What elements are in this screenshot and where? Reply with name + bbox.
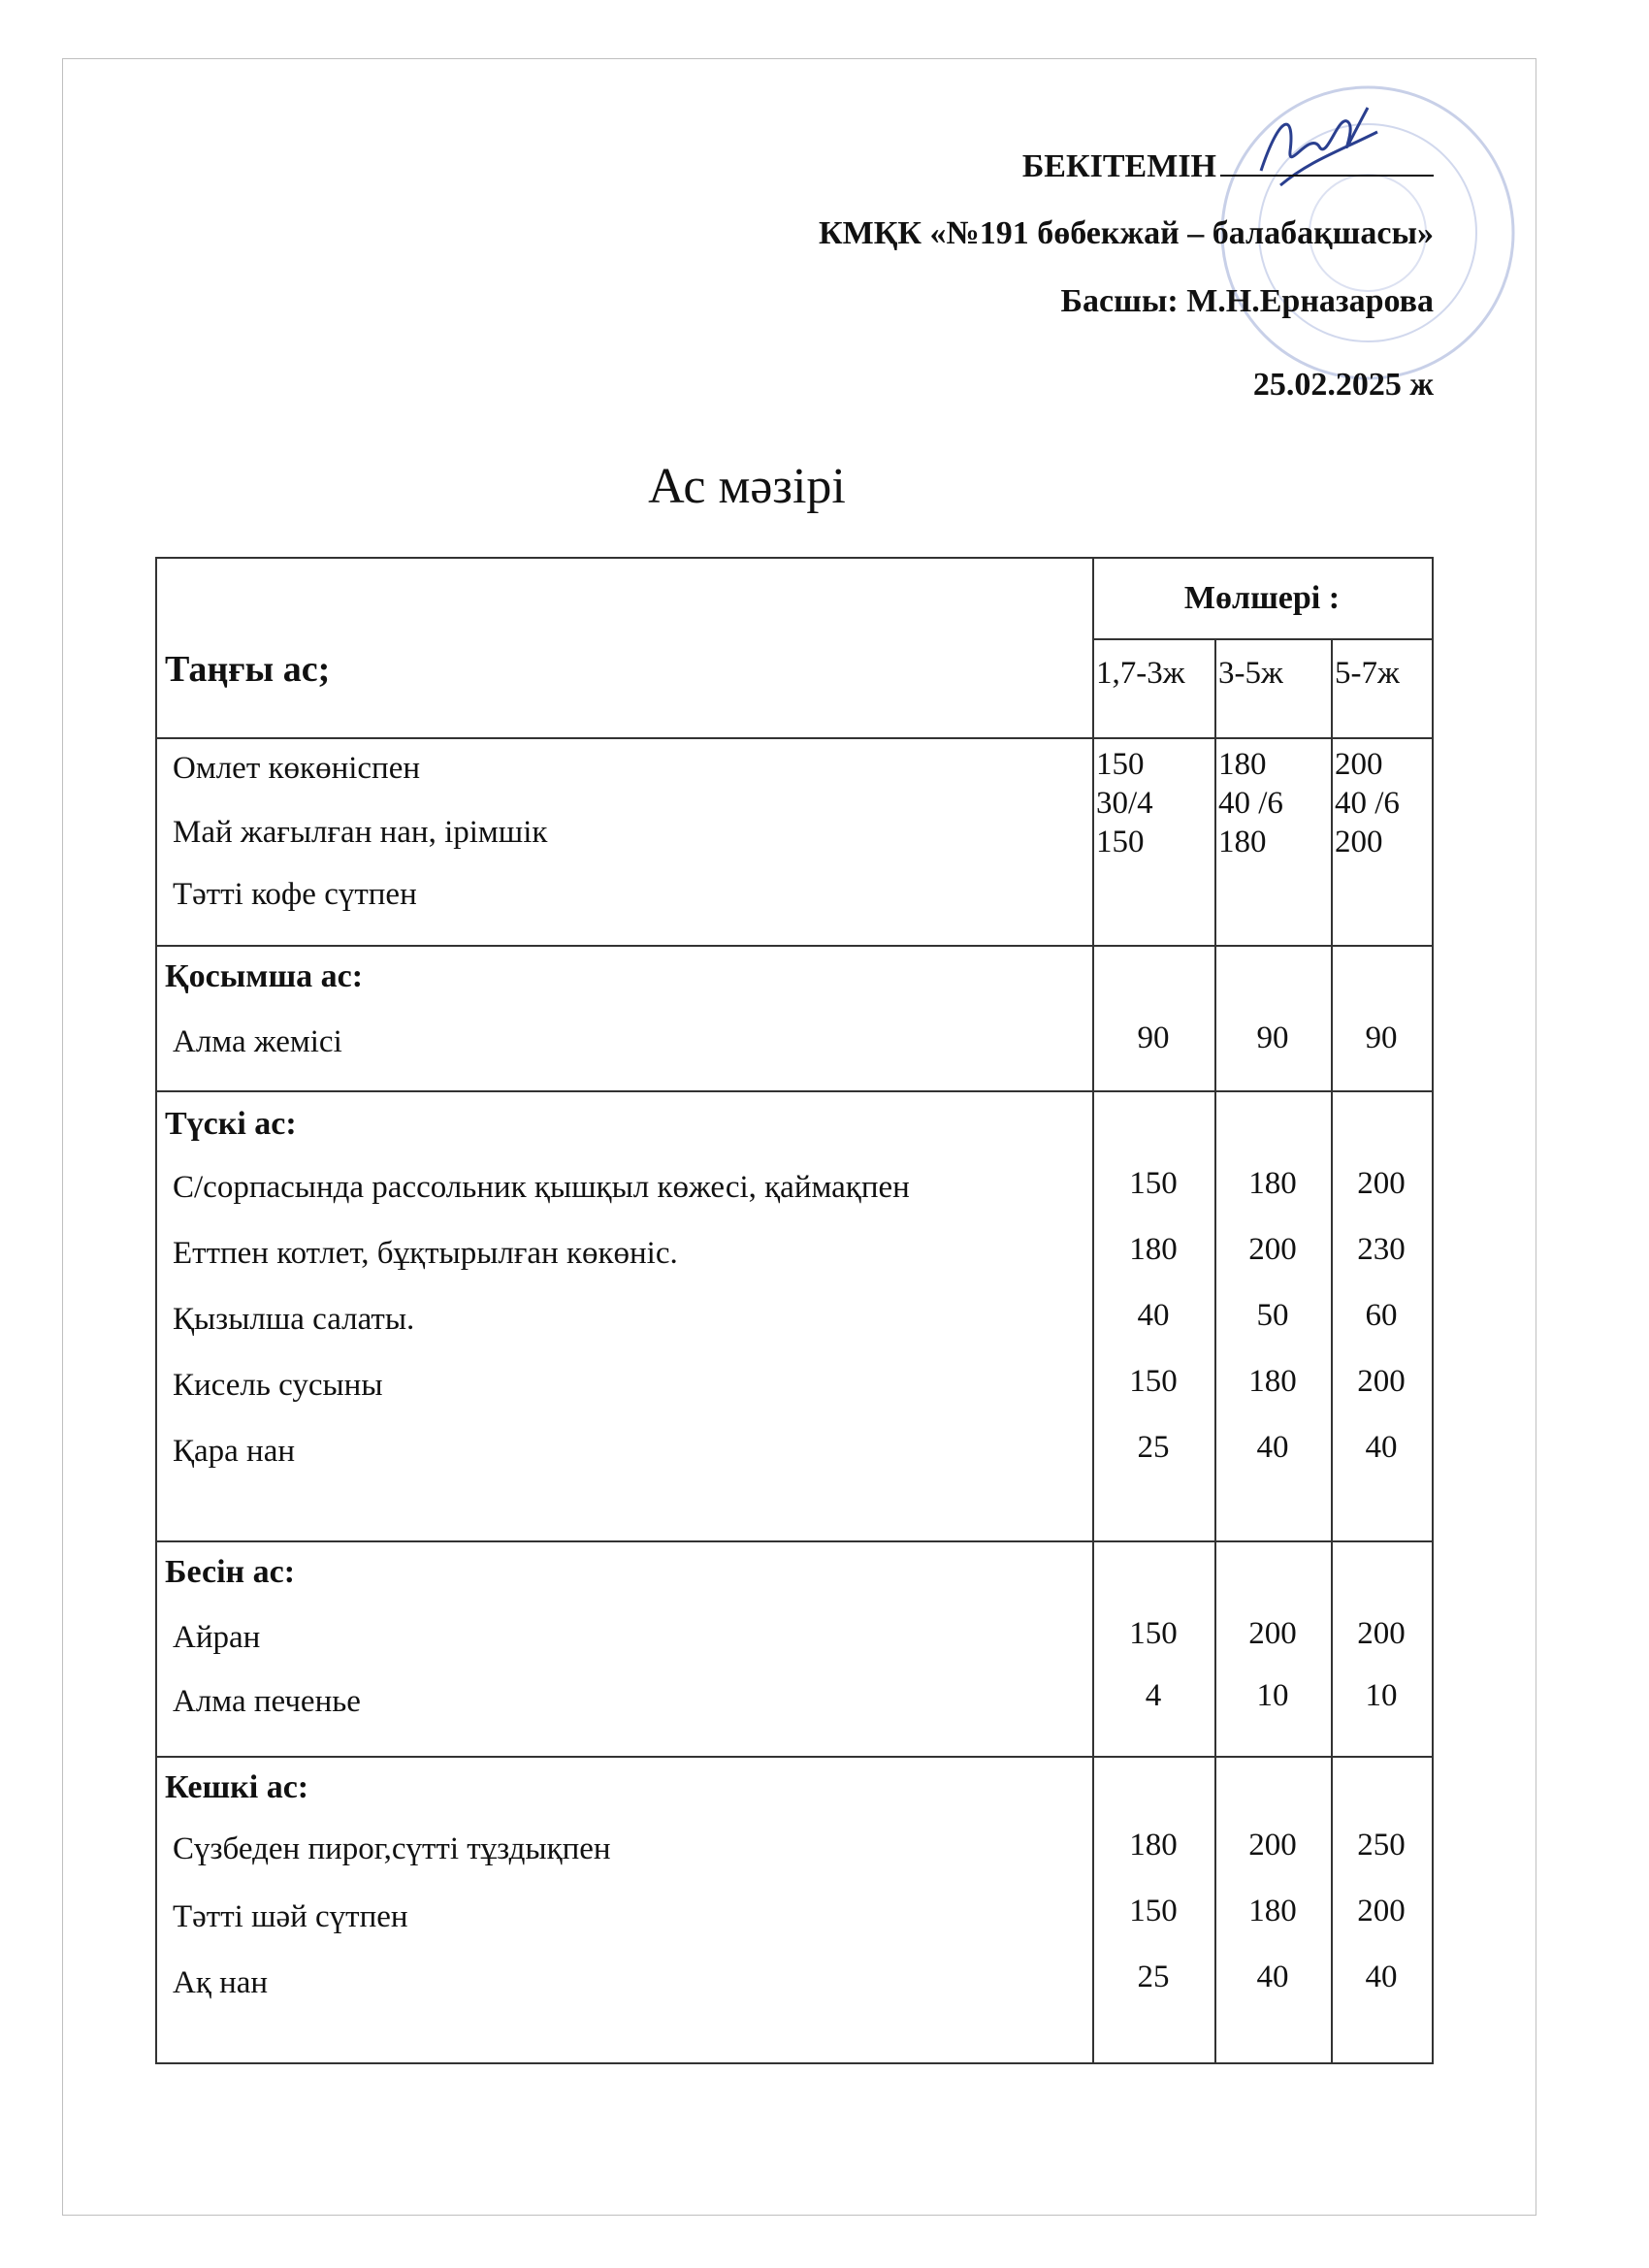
- portion-value: 180: [1248, 1364, 1297, 1399]
- portion-value: 150: [1129, 1364, 1178, 1399]
- menu-item: Айран: [173, 1620, 261, 1655]
- portion-value: 40: [1256, 1960, 1289, 1994]
- menu-item: Кисель сусыны: [173, 1368, 383, 1403]
- portion-value: 40 /6: [1335, 786, 1400, 821]
- director-name: Басшы: М.Н.Ерназарова: [1060, 283, 1434, 319]
- portion-value: 180: [1129, 1828, 1178, 1863]
- portion-value: 40: [1137, 1298, 1170, 1333]
- age-group: 3-5ж: [1218, 656, 1283, 691]
- portion-value: 200: [1335, 825, 1383, 859]
- portion-value: 180: [1248, 1166, 1297, 1201]
- portion-value: 150: [1129, 1894, 1178, 1928]
- menu-item: Тәтті кофе сүтпен: [173, 877, 417, 912]
- age-col-1: [1092, 638, 1216, 737]
- portion-value: 200: [1357, 1166, 1406, 1201]
- portion-value: 30/4: [1096, 786, 1153, 821]
- portion-value: 150: [1129, 1616, 1178, 1651]
- menu-item: Еттпен котлет, бұқтырылған көкөніс.: [173, 1236, 678, 1271]
- menu-item: Ақ нан: [173, 1965, 269, 2000]
- page-title: Ас мәзірі: [648, 459, 846, 514]
- portion-value: 90: [1256, 1021, 1289, 1055]
- portion-value: 50: [1256, 1298, 1289, 1333]
- meal-header-cell: [157, 559, 1094, 737]
- menu-item: Қара нан: [173, 1434, 296, 1469]
- portion-value: 200: [1335, 747, 1383, 782]
- lunch-title: Түскі ас:: [165, 1106, 297, 1142]
- menu-item: Тәтті шәй сүтпен: [173, 1899, 408, 1934]
- portion-value: 90: [1365, 1021, 1398, 1055]
- portion-value: 90: [1137, 1021, 1170, 1055]
- portion-value: 40: [1365, 1960, 1398, 1994]
- breakfast-row: [155, 737, 1434, 945]
- portion-value: 40 /6: [1218, 786, 1283, 821]
- portion-value: 60: [1365, 1298, 1398, 1333]
- approval-date: 25.02.2025 ж: [1252, 367, 1434, 403]
- portion-value: 200: [1357, 1894, 1406, 1928]
- menu-item: Омлет көкөніспен: [173, 751, 421, 786]
- dinner-title: Кешкі ас:: [165, 1769, 309, 1805]
- age-col-3: [1331, 638, 1432, 737]
- menu-item: Май жағылған нан, ірімшік: [173, 815, 548, 850]
- portion-value: 250: [1357, 1828, 1406, 1863]
- quantity-header: Мөлшері :: [1092, 559, 1432, 640]
- afternoon-title: Бесін ас:: [165, 1554, 296, 1590]
- portion-value: 40: [1365, 1430, 1398, 1465]
- portion-value: 180: [1129, 1232, 1178, 1267]
- organization-name: КМҚК «№191 бөбекжай – балабақшасы»: [819, 215, 1434, 251]
- menu-table: [155, 557, 1434, 2064]
- breakfast-title: Таңғы ас;: [165, 649, 331, 690]
- menu-item: Алма жемісі: [173, 1024, 342, 1059]
- menu-item: С/сорпасында рассольник қышқыл көжесі, қаймақпен: [173, 1170, 910, 1205]
- portion-value: 150: [1129, 1166, 1178, 1201]
- portion-value: 10: [1365, 1678, 1398, 1713]
- lunch-row: [155, 1090, 1434, 1540]
- snack-title: Қосымша ас:: [165, 958, 364, 994]
- portion-value: 180: [1218, 825, 1267, 859]
- portion-value: 25: [1137, 1430, 1170, 1465]
- portion-value: 230: [1357, 1232, 1406, 1267]
- portion-value: 4: [1145, 1678, 1162, 1713]
- approval-line: [1022, 146, 1434, 185]
- portion-value: 200: [1248, 1828, 1297, 1863]
- portion-value: 10: [1256, 1678, 1289, 1713]
- portion-value: 200: [1248, 1232, 1297, 1267]
- menu-item: Қызылша салаты.: [173, 1302, 415, 1337]
- portion-value: 200: [1248, 1616, 1297, 1651]
- portion-value: 200: [1357, 1364, 1406, 1399]
- age-group: 1,7-3ж: [1096, 656, 1185, 691]
- portion-value: 180: [1218, 747, 1267, 782]
- age-group: 5-7ж: [1335, 656, 1400, 691]
- table-header-row: [155, 557, 1434, 737]
- age-col-2: [1214, 638, 1333, 737]
- portion-value: 180: [1248, 1894, 1297, 1928]
- portion-value: 150: [1096, 747, 1145, 782]
- menu-item: Алма печенье: [173, 1684, 361, 1719]
- portion-value: 40: [1256, 1430, 1289, 1465]
- dinner-row: [155, 1756, 1434, 2064]
- menu-item: Сүзбеден пирог,сүтті тұздықпен: [173, 1831, 611, 1866]
- snack-row: [155, 945, 1434, 1090]
- portion-value: 25: [1137, 1960, 1170, 1994]
- afternoon-snack-row: [155, 1540, 1434, 1756]
- approve-label: БЕКІТЕМІН: [1021, 148, 1216, 184]
- portion-value: 150: [1096, 825, 1145, 859]
- portion-value: 200: [1357, 1616, 1406, 1651]
